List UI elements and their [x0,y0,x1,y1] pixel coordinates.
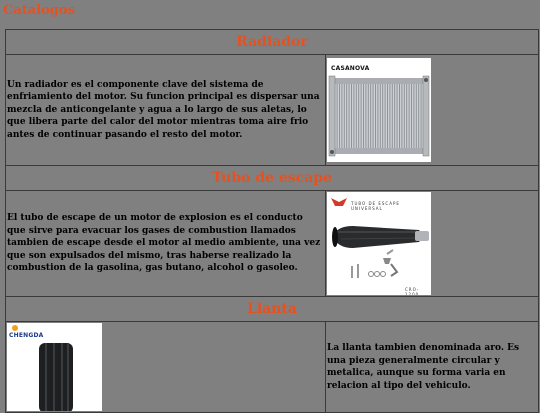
catalog-item-row [6,322,539,413]
tire-image [7,323,102,411]
item-description-tubo-de-escape: El tubo de escape de un motor de explosion es el conducto que sirve para evacuar los gases de combustion llamados tambien de escape desde el motor al medio ambiente, una vez que son expulsados del mismo, tras haberse realizado la combustion de la gasolina, gas butano, alcohol o gasoleo. [6,191,326,297]
tire-brand-logo: CHENGDA [9,332,44,339]
item-description-llanta: La llanta tambien denominada aro. Es una pieza generalmente circular y metalica, aunque su forma varia en relacion al tipo del vehiculo. [326,322,539,413]
catalog-header-row [6,30,539,55]
radiator-drawing [327,58,431,162]
brand-logo-icon [12,325,18,331]
exhaust-code: CRO- 1200 [405,287,420,295]
item-description-radiador: Un radiador es el componente clave del sistema de enfriamiento del motor. Su funcion principal es dispersar una mezcla de anticongelante y agua a lo largo de sus aletas, lo que libera parte del calor del motor mientras toma aire frio antes de continuar pasando el resto del motor. [6,55,326,166]
radiator-image [327,58,431,162]
catalog-table [5,29,539,413]
catalog-header-row [6,166,539,191]
catalog-item-row [6,191,539,297]
item-title-radiador: Radiador [6,30,539,55]
item-image-cell [326,55,539,166]
page-title: Catalogos [3,3,75,18]
radiator-brand-logo: CASANOVA [331,65,370,72]
item-title-llanta: Llanta [6,297,539,322]
item-title-tubo-de-escape: Tubo de escape [6,166,539,191]
catalog-header-row [6,297,539,322]
item-image-cell [6,322,326,413]
brand-logo-icon [331,198,347,206]
exhaust-image [327,192,431,295]
item-image-cell [326,191,539,297]
catalog-item-row [6,55,539,166]
exhaust-caption: TUBO DE ESCAPE UNIVERSAL [351,201,400,211]
